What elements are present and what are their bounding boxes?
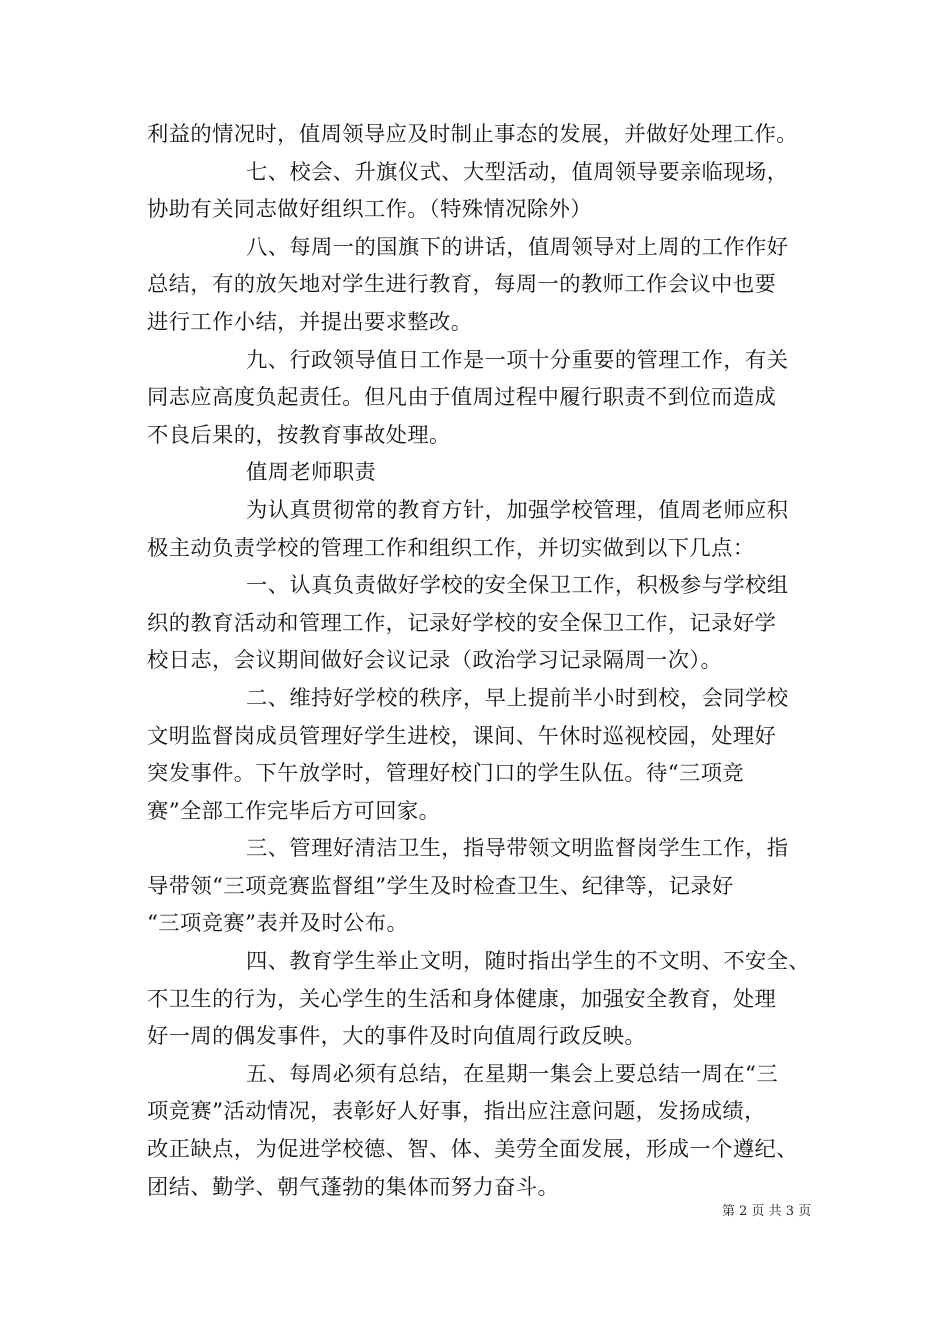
text-line: 三、管理好清洁卫生，指导带领文明监督岗学生工作，指: [246, 836, 789, 862]
text-line: 一、认真负责做好学校的安全保卫工作，积极参与学校组: [246, 573, 789, 599]
text-line: 五、每周必须有总结，在星期一集会上要总结一周在“三: [246, 1061, 779, 1087]
text-line: 不卫生的行为，关心学生的生活和身体健康，加强安全教育，处理: [147, 986, 777, 1012]
text-line: 织的教育活动和管理工作，记录好学校的安全保卫工作，记录好学: [147, 610, 777, 636]
text-line: 赛”全部工作完毕后方可回家。: [147, 798, 441, 824]
text-line: 同志应高度负起责任。但凡由于值周过程中履行职责不到位而造成: [147, 385, 777, 411]
text-line: 七、校会、升旗仪式、大型活动，值周领导要亲临现场，: [246, 159, 789, 185]
text-line: 极主动负责学校的管理工作和组织工作，并切实做到以下几点：: [147, 535, 755, 561]
text-line: 进行工作小结，并提出要求整改。: [147, 309, 473, 335]
text-line: 校日志，会议期间做好会议记录（政治学习记录隔周一次）。: [147, 648, 723, 674]
text-line: 文明监督岗成员管理好学生进校，课间、午休时巡视校园，处理好: [147, 723, 777, 749]
text-line: 利益的情况时，值周领导应及时制止事态的发展，并做好处理工作。: [147, 122, 798, 147]
text-line: 团结、勤学、朝气蓬勃的集体而努力奋斗。: [147, 1174, 560, 1200]
text-line: 值周老师职责: [246, 460, 377, 486]
text-line: 八、每周一的国旗下的讲话，值周领导对上周的工作作好: [246, 234, 789, 260]
text-line: 突发事件。下午放学时，管理好校门口的学生队伍。待“三项竞: [147, 761, 745, 787]
text-line: 项竞赛”活动情况，表彰好人好事，指出应注意问题，发扬成绩，: [147, 1099, 766, 1125]
text-line: 总结，有的放矢地对学生进行教育，每周一的教师工作会议中也要: [147, 272, 777, 298]
text-line: “三项竞赛”表并及时公布。: [147, 911, 409, 937]
text-line: 二、维持好学校的秩序，早上提前半小时到校，会同学校: [246, 685, 789, 711]
text-line: 改正缺点，为促进学校德、智、体、美劳全面发展，形成一个遵纪、: [147, 1137, 798, 1163]
text-line: 不良后果的，按教育事故处理。: [147, 422, 451, 448]
text-line: 为认真贯彻常的教育方针，加强学校管理，值周老师应积: [246, 497, 789, 523]
text-line: 好一周的偶发事件，大的事件及时向值周行政反映。: [147, 1024, 647, 1050]
text-line: 协助有关同志做好组织工作。（特殊情况除外）: [147, 197, 592, 223]
text-line: 九、行政领导值日工作是一项十分重要的管理工作，有关: [246, 347, 789, 373]
page-number: 第 2 页 共 3 页: [722, 1204, 812, 1219]
document-body: [147, 116, 811, 1206]
text-line: 四、教育学生举止文明，随时指出学生的不文明、不安全、: [246, 949, 811, 975]
text-line: 导带领“三项竞赛监督组”学生及时检查卫生、纪律等，记录好: [147, 873, 734, 899]
